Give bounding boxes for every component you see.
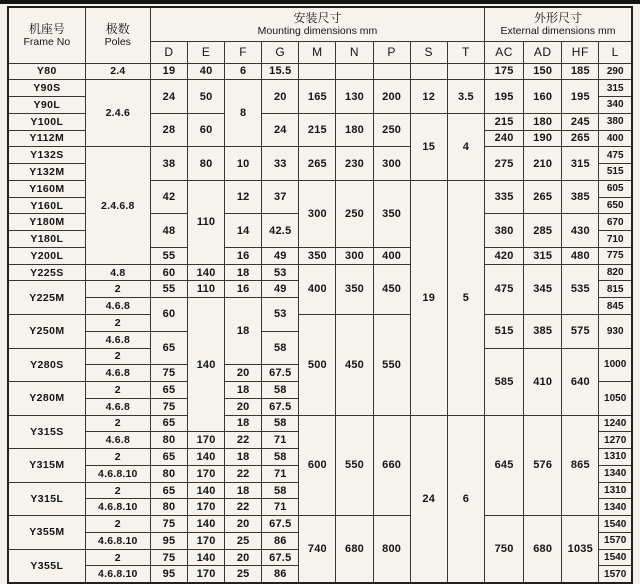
cell-frame: Y132M: [8, 164, 85, 181]
cell-g: 33: [262, 147, 299, 181]
poles-header: [85, 7, 150, 63]
cell-d: 60: [150, 298, 187, 332]
cell-frame: Y90S: [8, 80, 85, 97]
cell-e: 170: [188, 499, 225, 516]
cell-l: 1340: [599, 465, 632, 482]
cell-g: 49: [262, 247, 299, 264]
cell-ac: 195: [485, 80, 524, 114]
cell-d: 65: [150, 449, 187, 466]
cell-ad: 576: [524, 415, 562, 516]
cell-s: 19: [410, 180, 447, 415]
cell-e: 170: [188, 432, 225, 449]
cell-n: 550: [336, 415, 373, 516]
cell-d: 80: [150, 465, 187, 482]
cell-e: 170: [188, 532, 225, 549]
cell-l: 400: [599, 130, 632, 147]
cell-ad: 210: [524, 147, 562, 181]
cell-g: 58: [262, 415, 299, 432]
cell-n: 230: [336, 147, 373, 181]
cell-l: 845: [599, 298, 632, 315]
cell-n: 250: [336, 180, 373, 247]
cell-f: 10: [225, 147, 262, 181]
cell-ad: 285: [524, 214, 562, 248]
cell-g: 86: [262, 566, 299, 583]
cell-l: 1540: [599, 516, 632, 533]
cell-l: 290: [599, 63, 632, 80]
cell-hf: 575: [562, 314, 599, 348]
cell-d: 75: [150, 365, 187, 382]
cell-hf: 535: [562, 264, 599, 314]
cell-frame: Y280S: [8, 348, 85, 382]
scan-top-edge: [0, 0, 640, 4]
cell-poles: 2.4.6.8: [85, 147, 150, 264]
cell-l: 1570: [599, 532, 632, 549]
cell-frame: Y315L: [8, 482, 85, 516]
cell-hf: 195: [562, 80, 599, 114]
table-row: [8, 147, 632, 164]
external-group-cn: 外形尺寸: [534, 11, 583, 26]
cell-f: 18: [225, 449, 262, 466]
cell-p: 250: [373, 113, 410, 147]
cell-p: 800: [373, 516, 410, 583]
table-row: [8, 264, 632, 281]
cell-f: 16: [225, 281, 262, 298]
cell-frame: Y280M: [8, 382, 85, 416]
cell-m: 165: [299, 80, 336, 114]
cell-frame: Y90L: [8, 97, 85, 114]
table-row: [8, 314, 632, 331]
cell-frame: Y132S: [8, 147, 85, 164]
col-header-p: P: [373, 41, 410, 63]
cell-m: 600: [299, 415, 336, 516]
cell-e: 50: [188, 80, 225, 114]
col-header-hf: HF: [562, 41, 599, 63]
cell-e: 170: [188, 465, 225, 482]
cell-hf: 265: [562, 130, 599, 147]
cell-l: 315: [599, 80, 632, 97]
cell-l: 775: [599, 247, 632, 264]
cell-e: 140: [188, 449, 225, 466]
cell-f: 16: [225, 247, 262, 264]
cell-frame: Y180M: [8, 214, 85, 231]
cell-e: 80: [188, 147, 225, 181]
cell-l: 1570: [599, 566, 632, 583]
cell-poles: 4.8: [85, 264, 150, 281]
cell-m: 300: [299, 180, 336, 247]
cell-ad: 160: [524, 80, 562, 114]
cell-ad: 150: [524, 63, 562, 80]
group-header-row: [8, 7, 632, 41]
cell-l: 650: [599, 197, 632, 214]
cell-p: 550: [373, 314, 410, 415]
col-header-d: D: [150, 41, 187, 63]
cell-g: 58: [262, 382, 299, 399]
cell-poles: 4.6.8.10: [85, 465, 150, 482]
cell-ac: 380: [485, 214, 524, 248]
cell-ac: 585: [485, 348, 524, 415]
cell-ad: 190: [524, 130, 562, 147]
cell-d: 80: [150, 432, 187, 449]
cell-f: 22: [225, 465, 262, 482]
cell-hf: 315: [562, 147, 599, 181]
cell-ac: 175: [485, 63, 524, 80]
mounting-group-cn: 安装尺寸: [293, 11, 342, 26]
cell-d: 48: [150, 214, 187, 248]
cell-p: 200: [373, 80, 410, 114]
col-header-ad: AD: [524, 41, 562, 63]
frame-no-header-en: Frame No: [23, 36, 71, 49]
cell-g: 67.5: [262, 549, 299, 566]
cell-s: [410, 63, 447, 80]
cell-ac: 275: [485, 147, 524, 181]
cell-f: 22: [225, 499, 262, 516]
cell-d: 42: [150, 180, 187, 214]
cell-l: 340: [599, 97, 632, 114]
cell-m: 740: [299, 516, 336, 583]
table-row: [8, 415, 632, 432]
cell-frame: Y160L: [8, 197, 85, 214]
cell-m: 350: [299, 247, 336, 264]
col-header-ac: AC: [485, 41, 524, 63]
cell-poles: 2.4.6: [85, 80, 150, 147]
cell-s: 15: [410, 113, 447, 180]
cell-t: 3.5: [447, 80, 484, 114]
cell-frame: Y355M: [8, 516, 85, 550]
frame-no-header: [8, 7, 85, 63]
cell-g: 20: [262, 80, 299, 114]
cell-frame: Y315M: [8, 449, 85, 483]
cell-l: 605: [599, 180, 632, 197]
cell-l: 1540: [599, 549, 632, 566]
cell-frame: Y180L: [8, 231, 85, 248]
cell-p: [373, 63, 410, 80]
cell-g: 53: [262, 298, 299, 332]
cell-g: 67.5: [262, 516, 299, 533]
cell-n: 450: [336, 314, 373, 415]
cell-l: 380: [599, 113, 632, 130]
cell-poles: 2: [85, 348, 150, 365]
cell-m: 500: [299, 314, 336, 415]
cell-g: 42.5: [262, 214, 299, 248]
cell-ad: 265: [524, 180, 562, 214]
cell-f: 12: [225, 180, 262, 214]
col-header-t: T: [447, 41, 484, 63]
col-header-f: F: [225, 41, 262, 63]
cell-l: 1310: [599, 482, 632, 499]
cell-hf: 385: [562, 180, 599, 214]
cell-n: 300: [336, 247, 373, 264]
cell-f: 20: [225, 549, 262, 566]
cell-l: 1310: [599, 449, 632, 466]
cell-hf: 1035: [562, 516, 599, 583]
table-body: [8, 63, 632, 583]
cell-ad: 680: [524, 516, 562, 583]
poles-header-cn: 极数: [105, 22, 130, 37]
cell-m: 215: [299, 113, 336, 147]
table-row: [8, 63, 632, 80]
col-header-l: L: [599, 41, 632, 63]
cell-l: 515: [599, 164, 632, 181]
cell-f: 18: [225, 298, 262, 365]
cell-d: 28: [150, 113, 187, 147]
cell-t: 5: [447, 180, 484, 415]
cell-f: 18: [225, 382, 262, 399]
cell-d: 75: [150, 516, 187, 533]
cell-hf: 640: [562, 348, 599, 415]
cell-f: 8: [225, 80, 262, 147]
cell-poles: 2: [85, 415, 150, 432]
cell-frame: Y100L: [8, 113, 85, 130]
cell-f: 25: [225, 566, 262, 583]
cell-poles: 2.4: [85, 63, 150, 80]
cell-m: [299, 63, 336, 80]
cell-t: 4: [447, 113, 484, 180]
cell-poles: 4.6.8: [85, 298, 150, 315]
cell-hf: 480: [562, 247, 599, 264]
cell-f: 18: [225, 264, 262, 281]
cell-ac: 750: [485, 516, 524, 583]
cell-ac: 515: [485, 314, 524, 348]
cell-l: 1270: [599, 432, 632, 449]
cell-ad: 315: [524, 247, 562, 264]
cell-g: 86: [262, 532, 299, 549]
motor-dimensions-table: [7, 6, 633, 584]
cell-d: 65: [150, 415, 187, 432]
cell-e: 110: [188, 180, 225, 264]
cell-e: 140: [188, 549, 225, 566]
cell-poles: 2: [85, 482, 150, 499]
cell-f: 20: [225, 516, 262, 533]
cell-f: 22: [225, 432, 262, 449]
cell-e: 40: [188, 63, 225, 80]
cell-p: 450: [373, 264, 410, 314]
cell-ac: 335: [485, 180, 524, 214]
cell-f: 25: [225, 532, 262, 549]
cell-e: 140: [188, 264, 225, 281]
cell-frame: Y200L: [8, 247, 85, 264]
cell-l: 1340: [599, 499, 632, 516]
cell-hf: 865: [562, 415, 599, 516]
cell-t: [447, 63, 484, 80]
cell-frame: Y80: [8, 63, 85, 80]
cell-hf: 245: [562, 113, 599, 130]
cell-t: 6: [447, 415, 484, 583]
col-header-e: E: [188, 41, 225, 63]
col-header-m: M: [299, 41, 336, 63]
table-header: [8, 7, 632, 63]
cell-hf: 185: [562, 63, 599, 80]
cell-frame: Y225S: [8, 264, 85, 281]
cell-d: 80: [150, 499, 187, 516]
cell-frame: Y355L: [8, 549, 85, 583]
cell-poles: 4.6.8: [85, 331, 150, 348]
cell-l: 475: [599, 147, 632, 164]
mounting-dimensions-group-header: [150, 7, 484, 41]
cell-d: 19: [150, 63, 187, 80]
cell-ad: 180: [524, 113, 562, 130]
cell-l: 1000: [599, 348, 632, 382]
cell-d: 65: [150, 382, 187, 399]
cell-p: 350: [373, 180, 410, 247]
cell-g: 71: [262, 432, 299, 449]
cell-l: 670: [599, 214, 632, 231]
cell-g: 71: [262, 499, 299, 516]
col-header-n: N: [336, 41, 373, 63]
cell-e: 140: [188, 482, 225, 499]
cell-ad: 385: [524, 314, 562, 348]
cell-p: 300: [373, 147, 410, 181]
cell-d: 65: [150, 482, 187, 499]
cell-l: 1240: [599, 415, 632, 432]
cell-f: 20: [225, 398, 262, 415]
cell-l: 710: [599, 231, 632, 248]
cell-f: 6: [225, 63, 262, 80]
cell-s: 12: [410, 80, 447, 114]
cell-g: 49: [262, 281, 299, 298]
cell-n: 350: [336, 264, 373, 314]
cell-g: 67.5: [262, 398, 299, 415]
cell-d: 60: [150, 264, 187, 281]
cell-ac: 240: [485, 130, 524, 147]
cell-frame: Y160M: [8, 180, 85, 197]
cell-m: 400: [299, 264, 336, 314]
cell-frame: Y315S: [8, 415, 85, 449]
cell-p: 400: [373, 247, 410, 264]
cell-n: 130: [336, 80, 373, 114]
cell-g: 67.5: [262, 365, 299, 382]
cell-poles: 2: [85, 382, 150, 399]
cell-d: 24: [150, 80, 187, 114]
cell-m: 265: [299, 147, 336, 181]
cell-g: 53: [262, 264, 299, 281]
mounting-group-en: Mounting dimensions mm: [257, 25, 378, 38]
cell-f: 18: [225, 415, 262, 432]
cell-f: 14: [225, 214, 262, 248]
cell-g: 71: [262, 465, 299, 482]
cell-poles: 2: [85, 281, 150, 298]
cell-poles: 4.6.8: [85, 432, 150, 449]
cell-e: 170: [188, 566, 225, 583]
cell-ac: 645: [485, 415, 524, 516]
cell-ac: 475: [485, 264, 524, 314]
cell-frame: Y225M: [8, 281, 85, 315]
cell-l: 820: [599, 264, 632, 281]
cell-d: 55: [150, 247, 187, 264]
cell-d: 95: [150, 532, 187, 549]
cell-n: [336, 63, 373, 80]
cell-d: 65: [150, 331, 187, 365]
cell-poles: 4.6.8.10: [85, 499, 150, 516]
cell-e: 140: [188, 516, 225, 533]
cell-d: 95: [150, 566, 187, 583]
cell-poles: 2: [85, 314, 150, 331]
cell-poles: 4.6.8: [85, 398, 150, 415]
cell-frame: Y250M: [8, 314, 85, 348]
cell-ad: 410: [524, 348, 562, 415]
col-header-s: S: [410, 41, 447, 63]
cell-poles: 4.6.8: [85, 365, 150, 382]
cell-g: 24: [262, 113, 299, 147]
col-header-g: G: [262, 41, 299, 63]
cell-g: 15.5: [262, 63, 299, 80]
cell-d: 75: [150, 549, 187, 566]
poles-header-en: Poles: [104, 36, 131, 49]
cell-g: 58: [262, 331, 299, 365]
cell-d: 75: [150, 398, 187, 415]
cell-l: 815: [599, 281, 632, 298]
cell-p: 660: [373, 415, 410, 516]
cell-poles: 2: [85, 449, 150, 466]
table-row: [8, 516, 632, 533]
cell-poles: 4.6.8.10: [85, 532, 150, 549]
cell-f: 18: [225, 482, 262, 499]
cell-e: 110: [188, 281, 225, 298]
cell-n: 680: [336, 516, 373, 583]
cell-hf: 430: [562, 214, 599, 248]
table-row: [8, 80, 632, 97]
cell-n: 180: [336, 113, 373, 147]
cell-ad: 345: [524, 264, 562, 314]
cell-d: 38: [150, 147, 187, 181]
cell-g: 58: [262, 482, 299, 499]
cell-e: 140: [188, 298, 225, 432]
cell-frame: Y112M: [8, 130, 85, 147]
cell-l: 930: [599, 314, 632, 348]
cell-ac: 215: [485, 113, 524, 130]
external-group-en: External dimensions mm: [500, 25, 616, 38]
cell-g: 37: [262, 180, 299, 214]
cell-s: 24: [410, 415, 447, 583]
cell-poles: 4.6.8.10: [85, 566, 150, 583]
cell-e: 60: [188, 113, 225, 147]
cell-g: 58: [262, 449, 299, 466]
cell-ac: 420: [485, 247, 524, 264]
cell-d: 55: [150, 281, 187, 298]
cell-l: 1050: [599, 382, 632, 416]
cell-poles: 2: [85, 516, 150, 533]
cell-f: 20: [225, 365, 262, 382]
external-dimensions-group-header: [485, 7, 632, 41]
frame-no-header-cn: 机座号: [28, 22, 65, 37]
cell-poles: 2: [85, 549, 150, 566]
